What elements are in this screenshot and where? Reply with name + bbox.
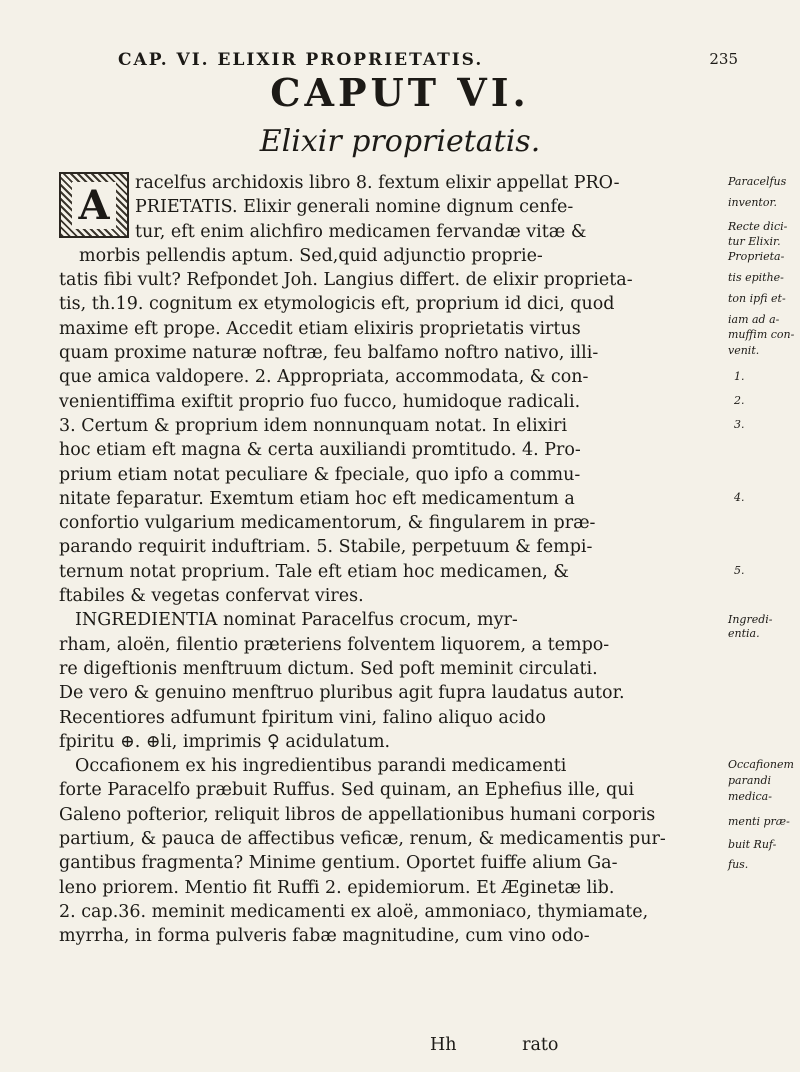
margin-note: Recte dici-	[728, 220, 788, 233]
margin-note: tis epithe-	[728, 271, 784, 284]
chapter-subtitle: Elixir proprietatis.	[259, 124, 541, 159]
margin-note: fus.	[728, 858, 749, 871]
margin-note: Ingredi-	[728, 613, 773, 626]
page-number: 235	[709, 50, 738, 68]
body-text	[59, 171, 719, 949]
body-line: myrrha, in forma pulveris fabæ magnitudine, cum vino odo-	[59, 926, 590, 947]
margin-note: 2.	[734, 394, 745, 407]
margin-note: entia.	[728, 627, 760, 640]
margin-note: medica-	[728, 790, 772, 803]
body-line: quam proxime naturæ noftræ, feu balfamo noftro nativo, illi-	[59, 343, 599, 364]
body-line: ternum notat proprium. Tale eft etiam hoc medicamen, &	[59, 561, 569, 582]
body-line: PRIETATIS. Elixir generali nomine dignum cenfe-	[135, 197, 574, 218]
margin-note: ton ipfi et-	[728, 292, 786, 305]
body-line: leno priorem. Mentio fit Ruffi 2. epidemiorum. Et Æginetæ lib.	[59, 877, 615, 898]
body-line: rham, aloën, filentio præteriens folventem liquorem, a tempo-	[59, 634, 610, 655]
catchword: Hh rato	[430, 1035, 559, 1055]
body-line: INGREDIENTIA nominat Paracelfus crocum, myr-	[75, 610, 518, 631]
body-line: hoc etiam eft magna & certa auxiliandi promtitudo. 4. Pro-	[59, 440, 581, 461]
body-line: tatis fibi vult? Refpondet Joh. Langius differt. de elixir proprieta-	[59, 270, 633, 291]
margin-note: 3.	[734, 418, 745, 431]
margin-note: inventor.	[728, 196, 778, 209]
body-line: gantibus fragmenta? Minime gentium. Oportet fuiffe alium Ga-	[59, 853, 618, 874]
body-line: nitate feparatur. Exemtum etiam hoc eft medicamentum a	[59, 488, 575, 509]
margin-note: menti præ-	[728, 815, 790, 828]
initial-letter: A	[72, 182, 115, 229]
body-line: parando requirit induftriam. 5. Stabile, perpetuum & fempi-	[59, 537, 593, 558]
margin-note: Proprieta-	[728, 250, 785, 263]
body-line: que amica valdopere. 2. Appropriata, accommodata, & con-	[59, 367, 589, 388]
body-line: tis, th.19. cognitum ex etymologicis eft, proprium id dici, quod	[59, 294, 615, 315]
body-line: re digeftionis menftruum dictum. Sed poft meminit circulati.	[59, 658, 598, 679]
body-line: tur, eft enim alichfiro medicamen fervandæ vitæ &	[135, 221, 587, 242]
body-line: maxime eft prope. Accedit etiam elixiris proprietatis virtus	[59, 318, 581, 339]
body-line: morbis pellendis aptum. Sed,quid adjunctio proprie-	[79, 245, 543, 266]
body-line: 3. Certum & proprium idem nonnunquam notat. In elixiri	[59, 415, 568, 436]
body-line: Recentiores adfumunt fpiritum vini, falino aliquo acido	[59, 707, 546, 728]
body-line: De vero & genuino menftruo pluribus agit fupra laudatus autor.	[59, 683, 625, 704]
chapter-title: CAPUT VI.	[270, 70, 530, 115]
margin-note: buit Ruf-	[728, 838, 777, 851]
body-line: partium, & pauca de affectibus veficæ, renum, & medicamentis pur-	[59, 829, 666, 850]
body-line: Galeno pofterior, reliquit libros de appellationibus humani corporis	[59, 804, 656, 825]
body-line: ftabiles & vegetas confervat vires.	[59, 586, 364, 607]
margin-note: 1.	[734, 370, 745, 383]
margin-note: parandi	[728, 774, 772, 787]
margin-note: venit.	[728, 344, 760, 357]
margin-note: iam ad a-	[728, 313, 780, 326]
body-line: Occafionem ex his ingredientibus parandi medicamenti	[75, 756, 567, 777]
body-line: fpiritu ⊕. ⊕li, imprimis ♀ acidulatum.	[59, 731, 391, 752]
margin-note: Paracelfus	[728, 175, 787, 188]
margin-note: muffim con-	[728, 328, 795, 341]
margin-note: 4.	[734, 491, 745, 504]
body-line: prium etiam notat peculiare & fpeciale, quo ipfo a commu-	[59, 464, 581, 485]
body-line: confortio vulgarium medicamentorum, & fingularem in præ-	[59, 513, 596, 534]
running-head: CAP. VI. ELIXIR PROPRIETATIS.	[118, 50, 484, 70]
body-line: 2. cap.36. meminit medicamenti ex aloë, ammoniaco, thymiamate,	[59, 901, 649, 922]
margin-note: tur Elixir.	[728, 235, 781, 248]
body-line: racelfus archidoxis libro 8. fextum elixir appellat PRO-	[135, 173, 620, 193]
body-line: venientiffima exiftit proprio fuo fucco, humidoque radicali.	[59, 391, 581, 412]
margin-note: 5.	[734, 564, 745, 577]
margin-note: Occafionem	[728, 758, 794, 771]
body-line: forte Paracelfo præbuit Ruffus. Sed quinam, an Ephefius ille, qui	[59, 780, 635, 801]
